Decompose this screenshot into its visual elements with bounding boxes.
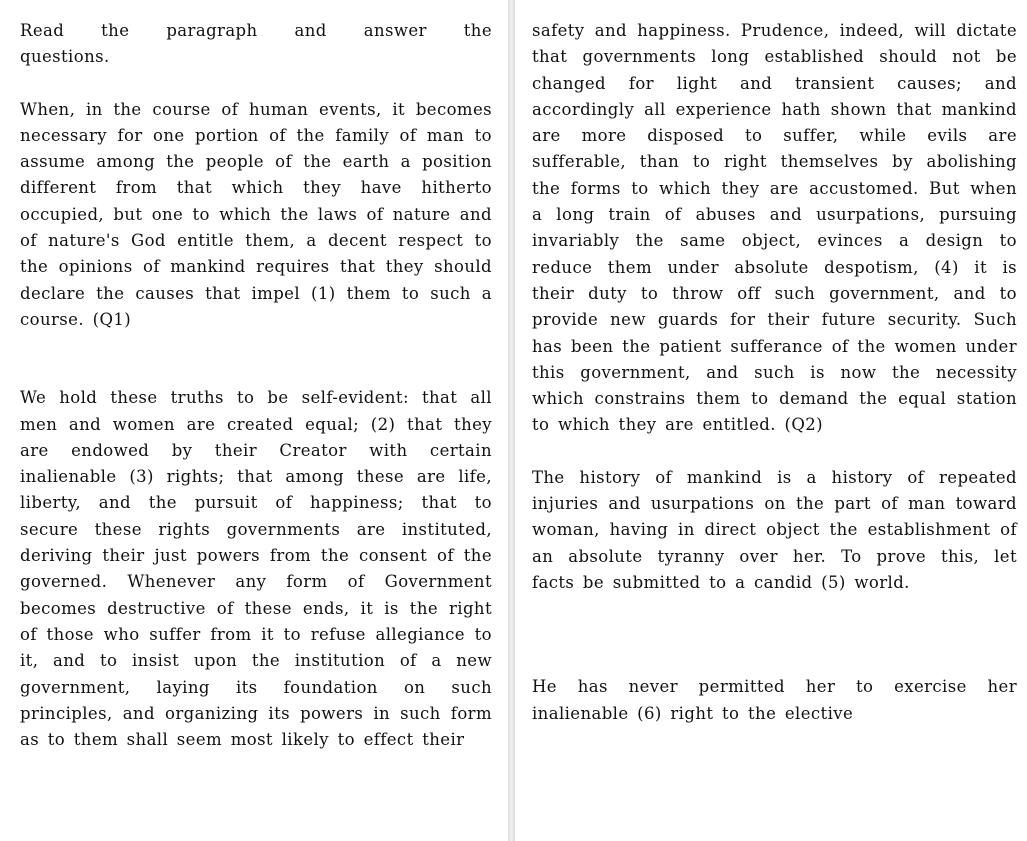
instruction-block [20,18,492,71]
paragraph-text: safety and happiness. Prudence, indeed, will dictate that governments long established should not be changed for light and transient causes; and accordingly all experience hath shown that mankind are more disposed to suffer, while evils are sufferable, than to right themselves by abolishing the forms to which they are accustomed. But when a long train of abuses and usurpations, pursuing invariably the same object, evinces a design to reduce them under absolute despotism, (4) it is their duty to throw off such government, and to provide new guards for their future security. Such has been the patient sufferance of the women under this government, and such is now the necessity which constrains them to demand the equal station to which they are entitled. (Q2) [532,21,1017,435]
right-paragraph-1 [532,18,1017,439]
left-paragraph-2 [20,385,492,753]
page-gutter [508,0,515,841]
right-paragraph-3 [532,674,1017,727]
instruction-text: Read the paragraph and answer the questions. [20,21,492,67]
paragraph-text: The history of mankind is a history of repeated injuries and usurpations on the part of man toward woman, having in direct object the establishment of an absolute tyranny over her. To prove this, let facts be submitted to a candid (5) world. [532,467,1017,592]
paragraph-text: When, in the course of human events, it becomes necessary for one portion of the family of man to assume among the people of the earth a position different from that which they have hitherto occupied, but one to which the laws of nature and of nature's God entitle them, a decent respect to the opinions of mankind requires that they should declare the causes that impel (1) them to such a course. (Q1) [20,99,492,329]
right-page [515,0,1027,841]
paragraph-text: We hold these truths to be self-evident: that all men and women are created equal; (2) that they are endowed by their Creator with certain inalienable (3) rights; that among these are life, liberty, and the pursuit of happiness; that to secure these rights governments are instituted, deriving their just powers from the consent of the governed. Whenever any form of Government becomes destructive of these ends, it is the right of those who suffer from it to refuse allegiance to it, and to insist upon the institution of a new government, laying its foundation on such principles, and organizing its powers in such form as to them shall seem most likely to effect their [20,388,492,750]
left-page [0,0,508,841]
paragraph-text: He has never permitted her to exercise her inalienable (6) right to the elective [532,677,1017,723]
right-paragraph-2 [532,465,1017,596]
left-paragraph-1 [20,97,492,334]
